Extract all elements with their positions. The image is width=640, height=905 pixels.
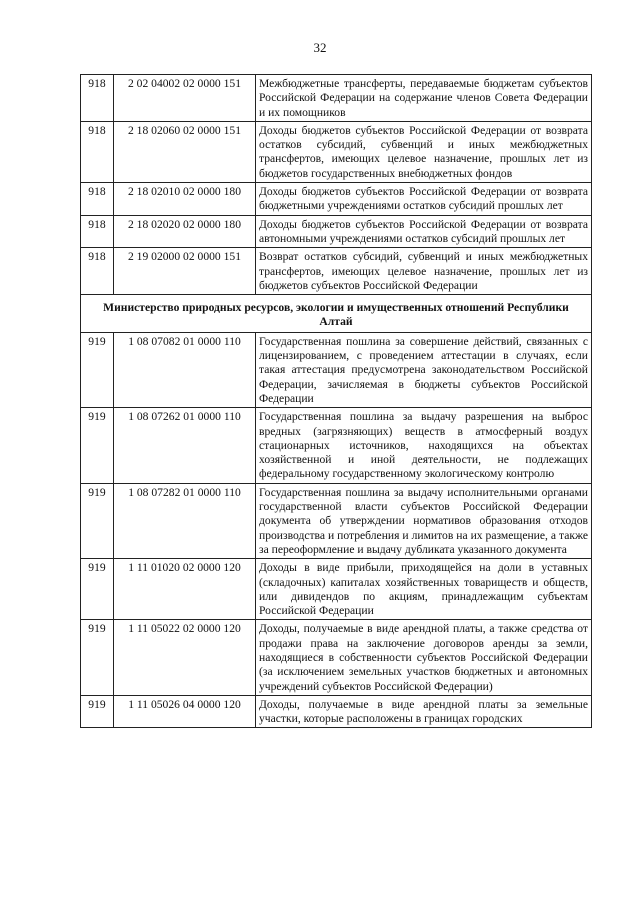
admin-code-cell: 919 [81,332,114,407]
revenue-code-cell: 2 18 02020 02 0000 180 [114,215,256,248]
revenue-code-cell: 1 08 07282 01 0000 110 [114,483,256,558]
table-row [81,695,592,728]
admin-code-cell: 918 [81,215,114,248]
description-cell: Доходы, получаемые в виде арендной платы, а также средства от продажи права на заключение договоров аренды за земли, находящиеся в собственности субъектов Российской Федерации (за исключением земельных участков бюджетных и автономных учреждений субъектов Российской Федерации) [256,620,592,695]
revenue-code-cell: 2 18 02060 02 0000 151 [114,121,256,182]
description-cell: Возврат остатков субсидий, субвенций и иных межбюджетных трансфертов, имеющих целевое назначение, прошлых лет из бюджетов субъектов Российской Федерации [256,248,592,295]
admin-code-cell: 919 [81,408,114,483]
admin-code-cell: 918 [81,183,114,216]
admin-code-cell: 919 [81,559,114,620]
revenue-code-cell: 1 11 05026 04 0000 120 [114,695,256,728]
description-cell: Доходы бюджетов субъектов Российской Федерации от возврата остатков субсидий, субвенций и иных межбюджетных трансфертов, имеющих целевое назначение, прошлых лет из бюджетов государственных внебюджетных фондов [256,121,592,182]
description-cell: Доходы в виде прибыли, приходящейся на доли в уставных (складочных) капиталах хозяйственных товариществ и обществ, или дивидендов по акциям, принадлежащим субъектам Российской Федерации [256,559,592,620]
table-row [81,183,592,216]
admin-code-cell: 919 [81,695,114,728]
revenue-code-cell: 2 18 02010 02 0000 180 [114,183,256,216]
table-row [81,408,592,483]
revenue-code-cell: 1 08 07082 01 0000 110 [114,332,256,407]
description-cell: Межбюджетные трансферты, передаваемые бюджетам субъектов Российской Федерации на содержание членов Совета Федерации и их помощников [256,75,592,122]
table-row [81,483,592,558]
revenue-code-cell: 2 19 02000 02 0000 151 [114,248,256,295]
description-cell: Доходы, получаемые в виде арендной платы за земельные участки, которые расположены в границах городских [256,695,592,728]
revenue-code-cell: 1 11 01020 02 0000 120 [114,559,256,620]
admin-code-cell: 918 [81,75,114,122]
table-row [81,75,592,122]
table-row [81,121,592,182]
revenue-code-cell: 1 11 05022 02 0000 120 [114,620,256,695]
table-row [81,559,592,620]
revenue-codes-table [80,74,592,728]
section-header-row [81,295,592,333]
table-row [81,248,592,295]
table-row [81,215,592,248]
admin-code-cell: 919 [81,483,114,558]
admin-code-cell: 918 [81,248,114,295]
description-cell: Доходы бюджетов субъектов Российской Федерации от возврата автономными учреждениями остатков субсидий прошлых лет [256,215,592,248]
revenue-code-cell: 2 02 04002 02 0000 151 [114,75,256,122]
admin-code-cell: 919 [81,620,114,695]
revenue-code-cell: 1 08 07262 01 0000 110 [114,408,256,483]
section-title: Министерство природных ресурсов, экологии и имущественных отношений Республики Алтай [81,295,592,333]
description-cell: Государственная пошлина за выдачу исполнительными органами государственной власти субъектов Российской Федерации документа об утверждении нормативов образования отходов производства и потребления и лимитов на их размещение, а также за переоформление и выдачу дубликата указанного документа [256,483,592,558]
table-row [81,620,592,695]
description-cell: Государственная пошлина за совершение действий, связанных с лицензированием, с проведением аттестации в случаях, если такая аттестация предусмотрена законодательством Российской Федерации, зачисляемая в бюджеты субъектов Российской Федерации [256,332,592,407]
description-cell: Государственная пошлина за выдачу разрешения на выброс вредных (загрязняющих) веществ в атмосферный воздух стационарных источников, находящихся на объектах хозяйственной и иной деятельности, не подлежащих федеральному государственному экологическому контролю [256,408,592,483]
table-body [81,75,592,728]
description-cell: Доходы бюджетов субъектов Российской Федерации от возврата бюджетными учреждениями остатков субсидий прошлых лет [256,183,592,216]
table-row [81,332,592,407]
admin-code-cell: 918 [81,121,114,182]
page-number: 32 [313,40,327,55]
